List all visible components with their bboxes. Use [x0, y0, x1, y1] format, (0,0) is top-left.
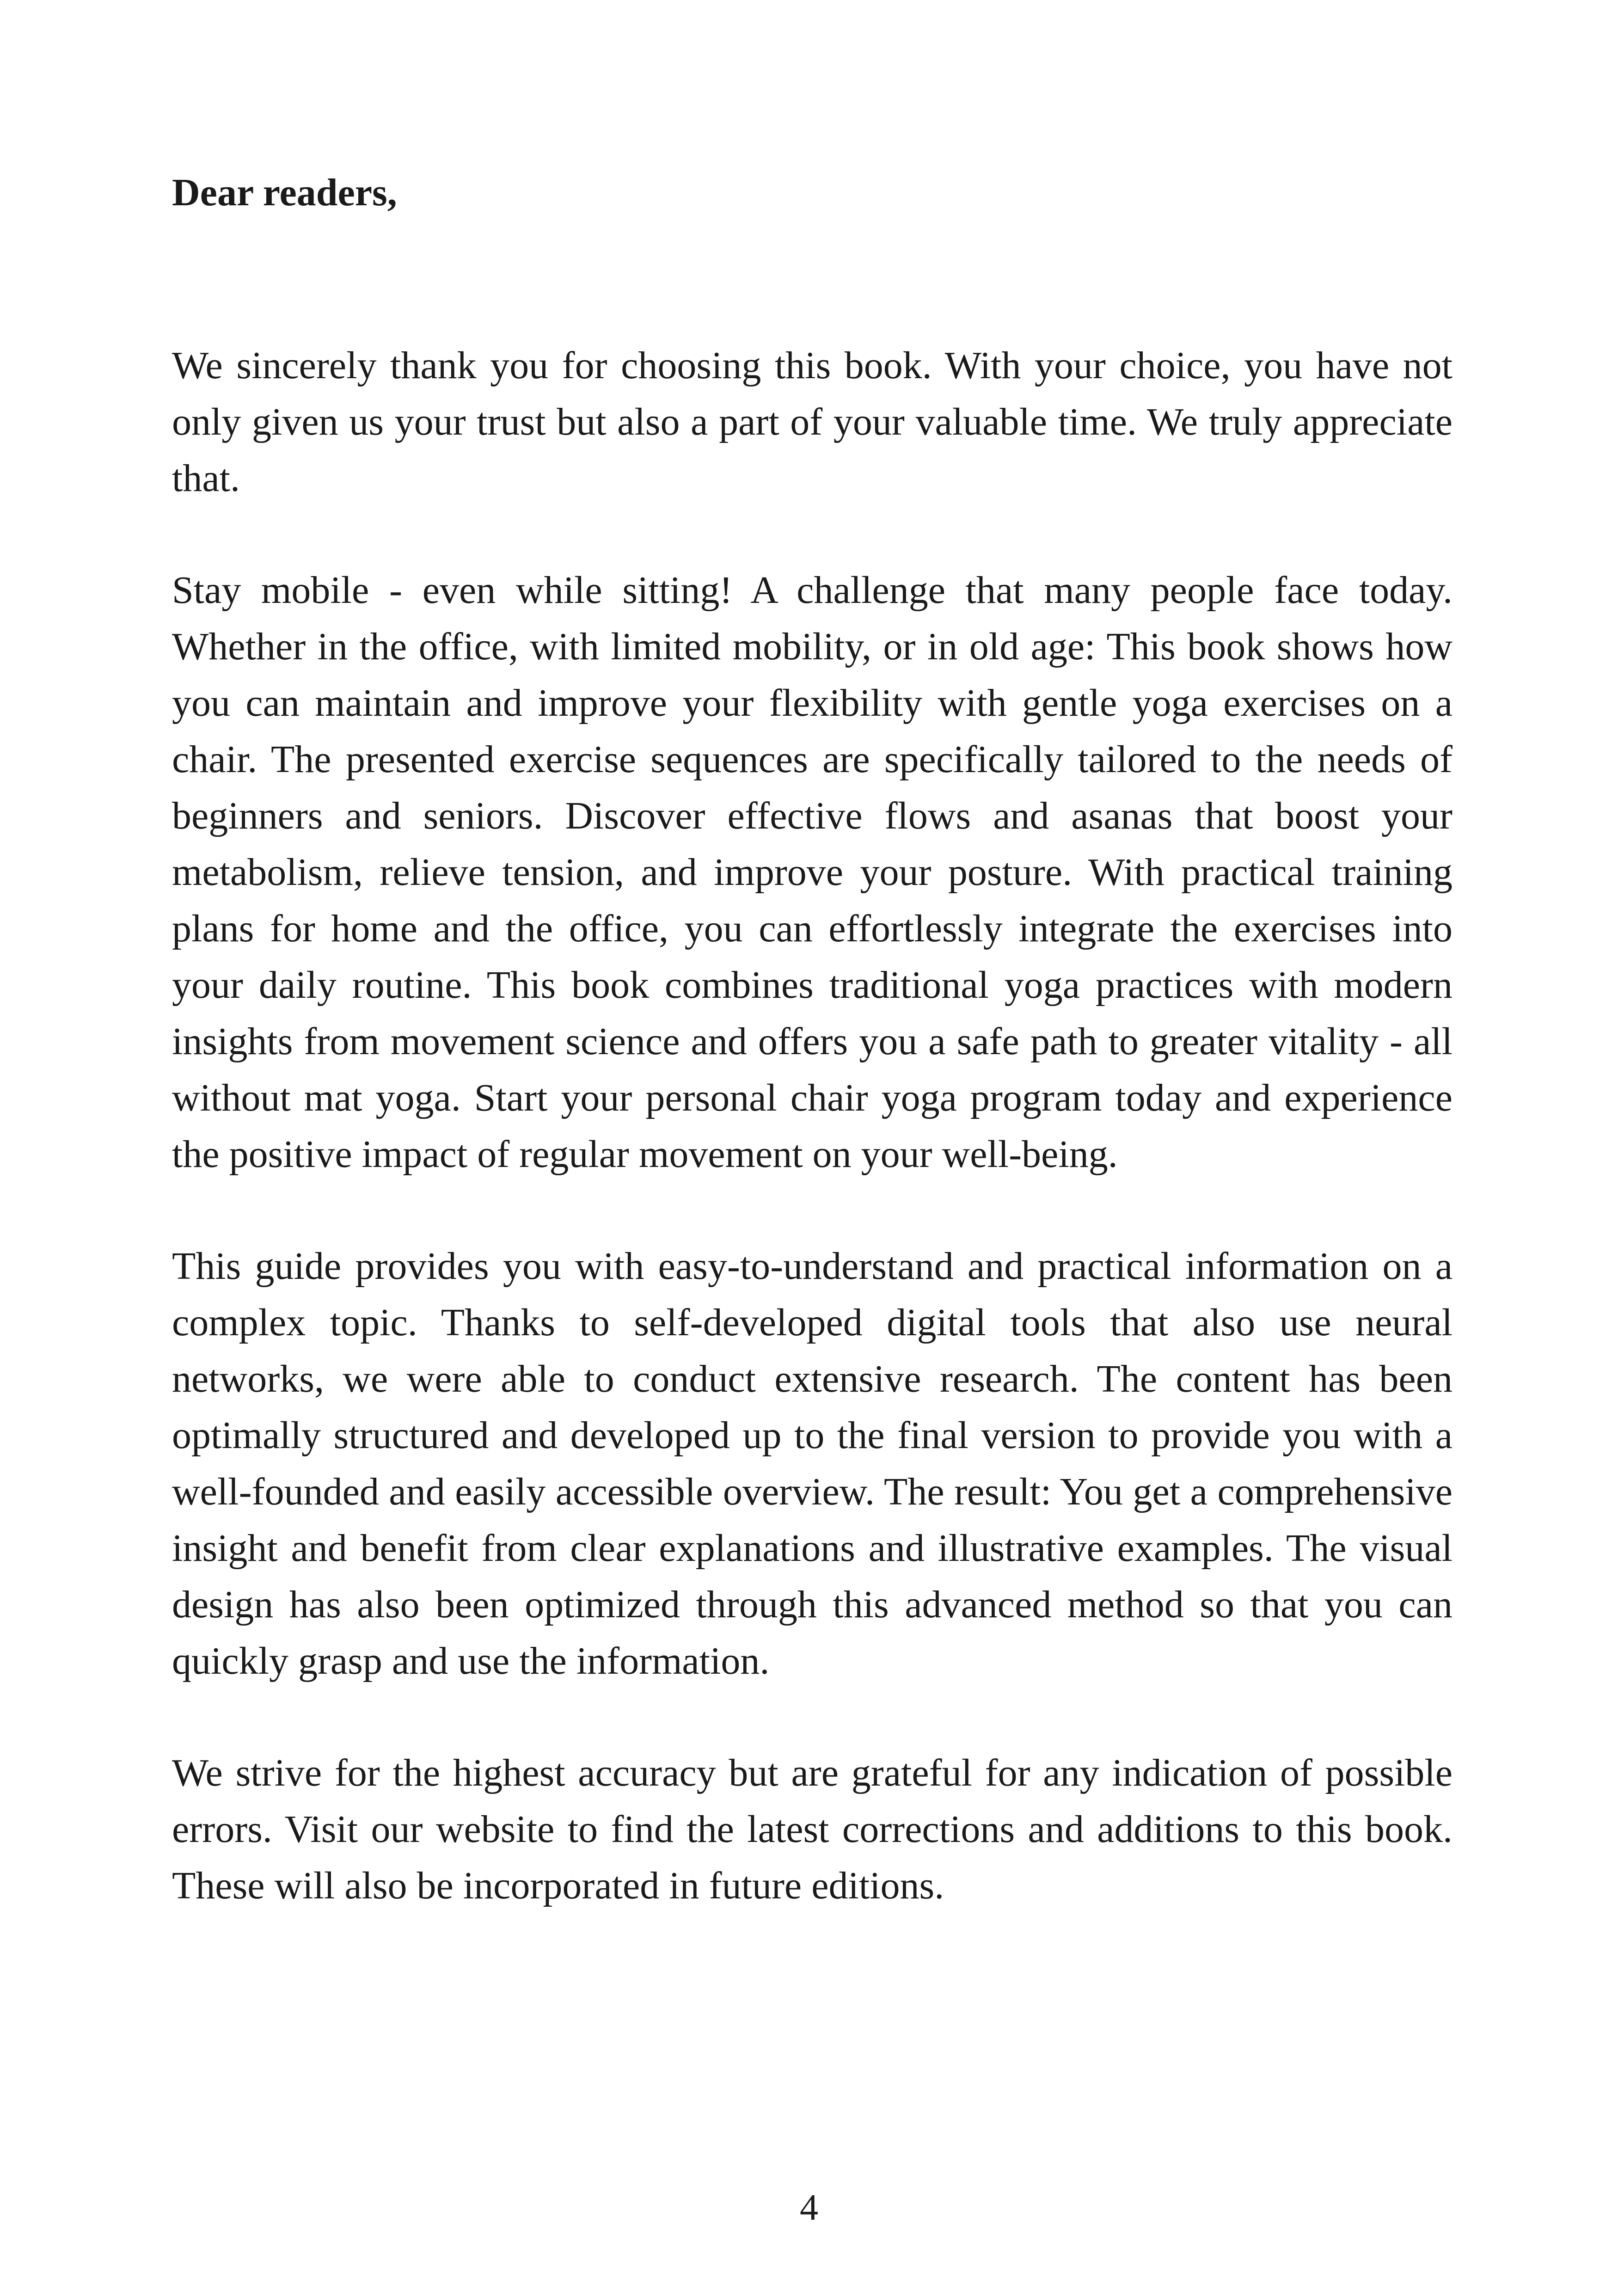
paragraph-guide-method: This guide provides you with easy-to-understand and practical information on a complex topic. Thanks to self-developed digital tools that also use neural networks, we were able to conduct extensive research. The content has been optimally structured and developed up to the final version to provide you with a well-founded and easily accessible overview. The result: You get a comprehensive insight and benefit from clear explanations and illustrative examples. The visual design has also been optimized through this advanced method so that you can quickly grasp and use the information.: [172, 1245, 1453, 1682]
greeting-heading: Dear readers,: [172, 171, 397, 214]
book-page: [172, 0, 1453, 2296]
paragraph-errata: We strive for the highest accuracy but are grateful for any indication of possible errors. Visit our website to find the latest corrections and additions to this book. These will also be incorporated in future editions.: [172, 1751, 1453, 1907]
letter-body: [172, 338, 1453, 1970]
paragraph-thanks: We sincerely thank you for choosing this book. With your choice, you have not only given us your trust but also a part of your valuable time. We truly appreciate that.: [172, 344, 1453, 500]
paragraph-book-summary: Stay mobile - even while sitting! A challenge that many people face today. Whether in the office, with limited mobility, or in old age: This book shows how you can maintain and improve your flexibility with gentle yoga exercises on a chair. The presented exercise sequences are specifically tailored to the needs of beginners and seniors. Discover effective flows and asanas that boost your metabolism, relieve tension, and improve your posture. With practical training plans for home and the office, you can effortlessly integrate the exercises into your daily routine. This book combines traditional yoga practices with modern insights from movement science and offers you a safe path to greater vitality - all without mat yoga. Start your personal chair yoga program today and experience the positive impact of regular movement on your well-being.: [172, 569, 1453, 1176]
page-number: 4: [800, 2187, 818, 2228]
